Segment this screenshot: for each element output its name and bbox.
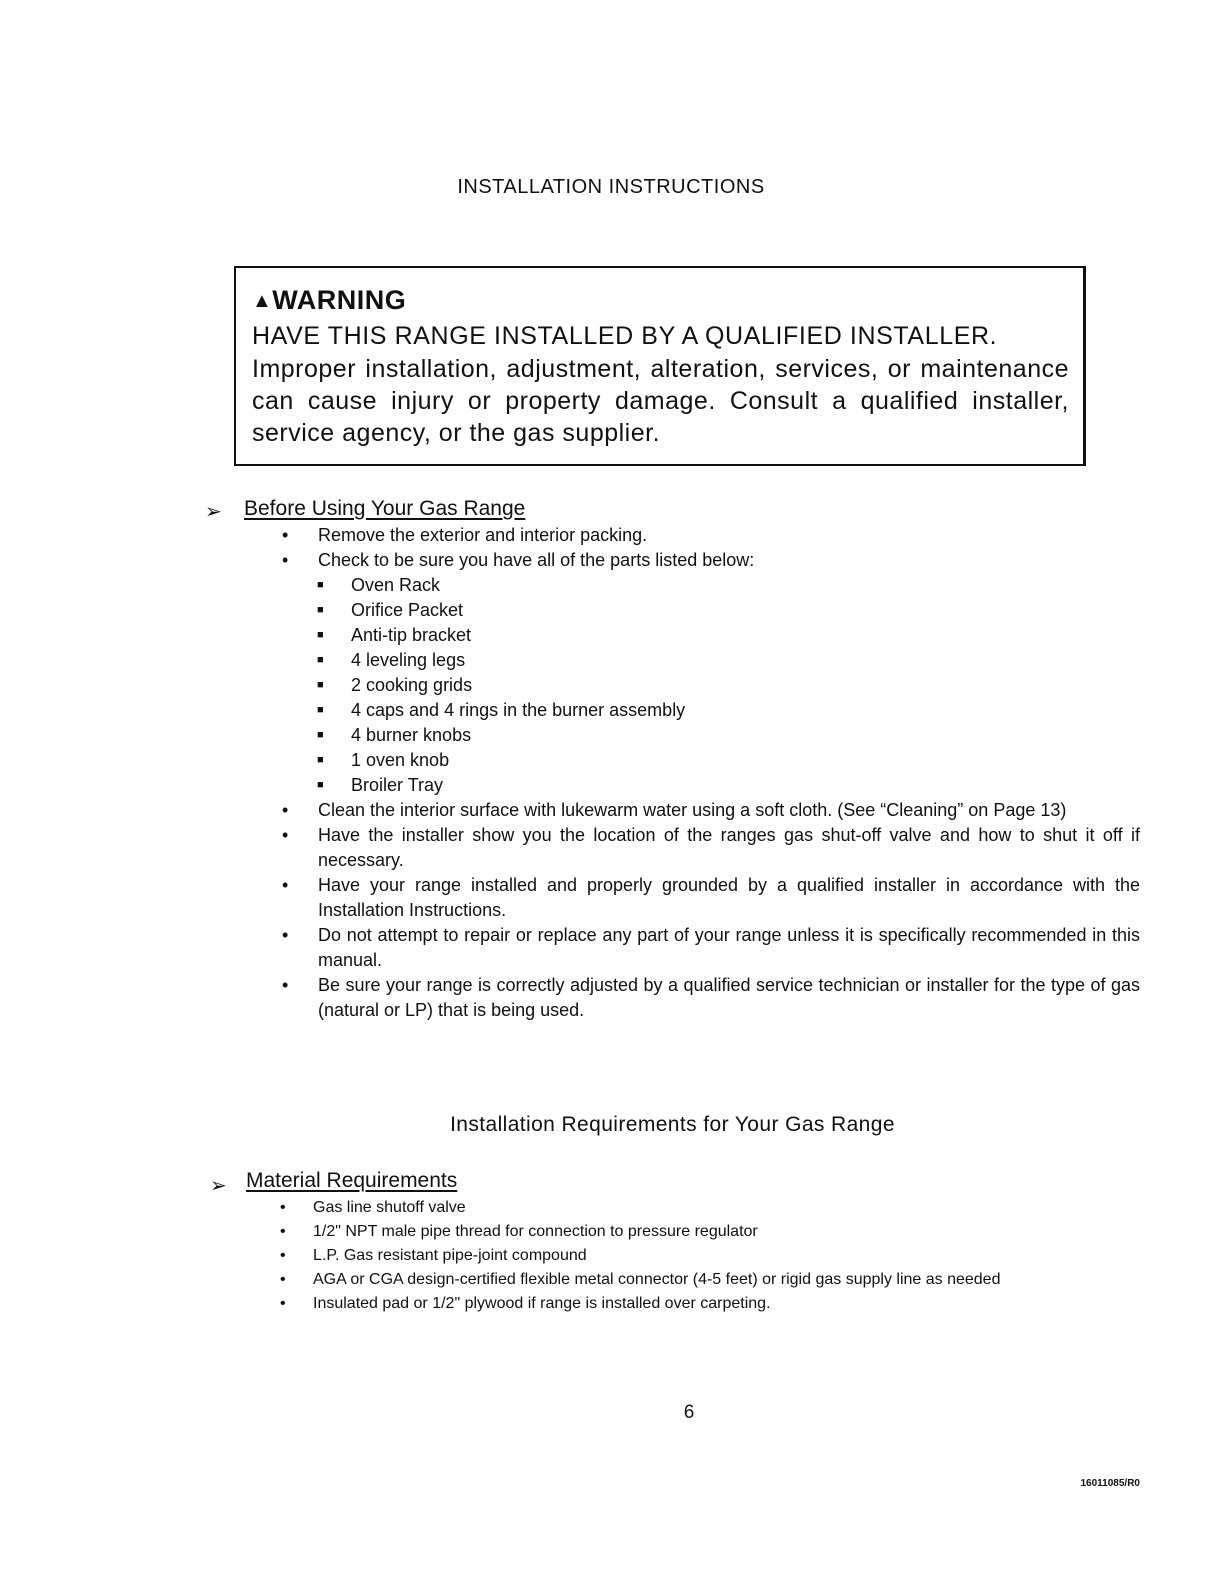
list-item: • Remove the exterior and interior packing. bbox=[282, 523, 1140, 548]
bullet-icon: • bbox=[280, 1271, 286, 1288]
parts-list-item: ■ 4 caps and 4 rings in the burner assembly bbox=[317, 698, 1140, 723]
page-title: INSTALLATION INSTRUCTIONS bbox=[457, 176, 765, 198]
warning-body: Improper installation, adjustment, alteration, services, or maintenance can cause injury or property damage. Consult a qualified installer, service agency, or the gas supplier. bbox=[252, 355, 1069, 447]
list-item: • Be sure your range is correctly adjusted by a qualified service technician or installer for the type of gas (natural or LP) that is being used. bbox=[282, 975, 1140, 1020]
document-code: 16011085/R0 bbox=[1080, 1478, 1140, 1489]
bullet-icon: • bbox=[280, 1295, 286, 1312]
parts-list-item: ■ 4 burner knobs bbox=[317, 723, 1140, 748]
list-item: • Have the installer show you the location of the ranges gas shut-off valve and how to shut it off if necessary. bbox=[282, 825, 1140, 870]
installation-requirements-heading: Installation Requirements for Your Gas Range bbox=[450, 1113, 895, 1136]
warning-triangle-icon: ▲ bbox=[252, 290, 273, 312]
warning-box bbox=[234, 266, 1086, 466]
square-bullet-icon: ■ bbox=[317, 604, 324, 616]
square-bullet-icon: ■ bbox=[317, 704, 324, 716]
material-list bbox=[280, 1196, 1140, 1316]
warning-heading-text: WARNING bbox=[272, 285, 407, 315]
material-requirements-heading: Material Requirements bbox=[246, 1169, 458, 1192]
square-bullet-icon: ■ bbox=[317, 654, 324, 666]
list-item: • AGA or CGA design-certified flexible metal connector (4-5 feet) or rigid gas supply line as needed bbox=[280, 1268, 1140, 1292]
square-bullet-icon: ■ bbox=[317, 679, 324, 691]
square-bullet-icon: ■ bbox=[317, 754, 324, 766]
list-item: • Do not attempt to repair or replace any part of your range unless it is specifically recommended in this manual. bbox=[282, 925, 1140, 970]
list-item: • L.P. Gas resistant pipe-joint compound bbox=[280, 1244, 1140, 1268]
bullet-icon: • bbox=[282, 925, 289, 945]
list-item: • 1/2" NPT male pipe thread for connection to pressure regulator bbox=[280, 1220, 1140, 1244]
parts-list-item: ■ 1 oven knob bbox=[317, 748, 1140, 773]
arrow-bullet-icon: ➢ bbox=[210, 1175, 227, 1197]
parts-list-item: ■ 4 leveling legs bbox=[317, 648, 1140, 673]
bullet-icon: • bbox=[280, 1199, 286, 1216]
page-number: 6 bbox=[683, 1402, 695, 1423]
square-bullet-icon: ■ bbox=[317, 629, 324, 641]
list-item: • Insulated pad or 1/2" plywood if range is installed over carpeting. bbox=[280, 1292, 1140, 1316]
warning-line1: HAVE THIS RANGE INSTALLED BY A QUALIFIED INSTALLER. bbox=[252, 322, 998, 350]
arrow-bullet-icon: ➢ bbox=[205, 501, 222, 523]
parts-list-item: ■ Anti-tip bracket bbox=[317, 623, 1140, 648]
bullet-icon: • bbox=[282, 975, 289, 995]
bullet-icon: • bbox=[282, 875, 289, 895]
bullet-icon: • bbox=[282, 550, 289, 570]
bullet-icon: • bbox=[280, 1247, 286, 1264]
square-bullet-icon: ■ bbox=[317, 779, 324, 791]
bullet-icon: • bbox=[282, 800, 289, 820]
warning-heading bbox=[252, 284, 1069, 317]
before-using-heading: Before Using Your Gas Range bbox=[244, 497, 526, 520]
square-bullet-icon: ■ bbox=[317, 729, 324, 741]
square-bullet-icon: ■ bbox=[317, 579, 324, 591]
list-item: • Clean the interior surface with lukewarm water using a soft cloth. (See “Cleaning” on Page 13) bbox=[282, 798, 1140, 823]
parts-list-item: ■ 2 cooking grids bbox=[317, 673, 1140, 698]
bullet-icon: • bbox=[282, 825, 289, 845]
list-item: • Gas line shutoff valve bbox=[280, 1196, 1140, 1220]
bullet-icon: • bbox=[282, 525, 289, 545]
bullet-icon: • bbox=[280, 1223, 286, 1240]
list-item: • Have your range installed and properly grounded by a qualified installer in accordance with the Installation Instructions. bbox=[282, 875, 1140, 920]
parts-list-item: ■ Broiler Tray bbox=[317, 773, 1140, 798]
parts-list-item: ■ Orifice Packet bbox=[317, 598, 1140, 623]
before-using-list bbox=[282, 523, 1140, 1023]
parts-list bbox=[317, 573, 1140, 798]
parts-list-item: ■ Oven Rack bbox=[317, 573, 1140, 598]
list-item: • Check to be sure you have all of the parts listed below: ■ Oven Rack ■ Orifice Packet ■ Anti-tip bracket ■ 4 leveling legs ■ 2 cooking grids ■ 4 caps and 4 rings in the burner assembly ■ 4 burner knobs ■ 1 oven knob ■ Broiler Tray bbox=[282, 548, 1140, 798]
